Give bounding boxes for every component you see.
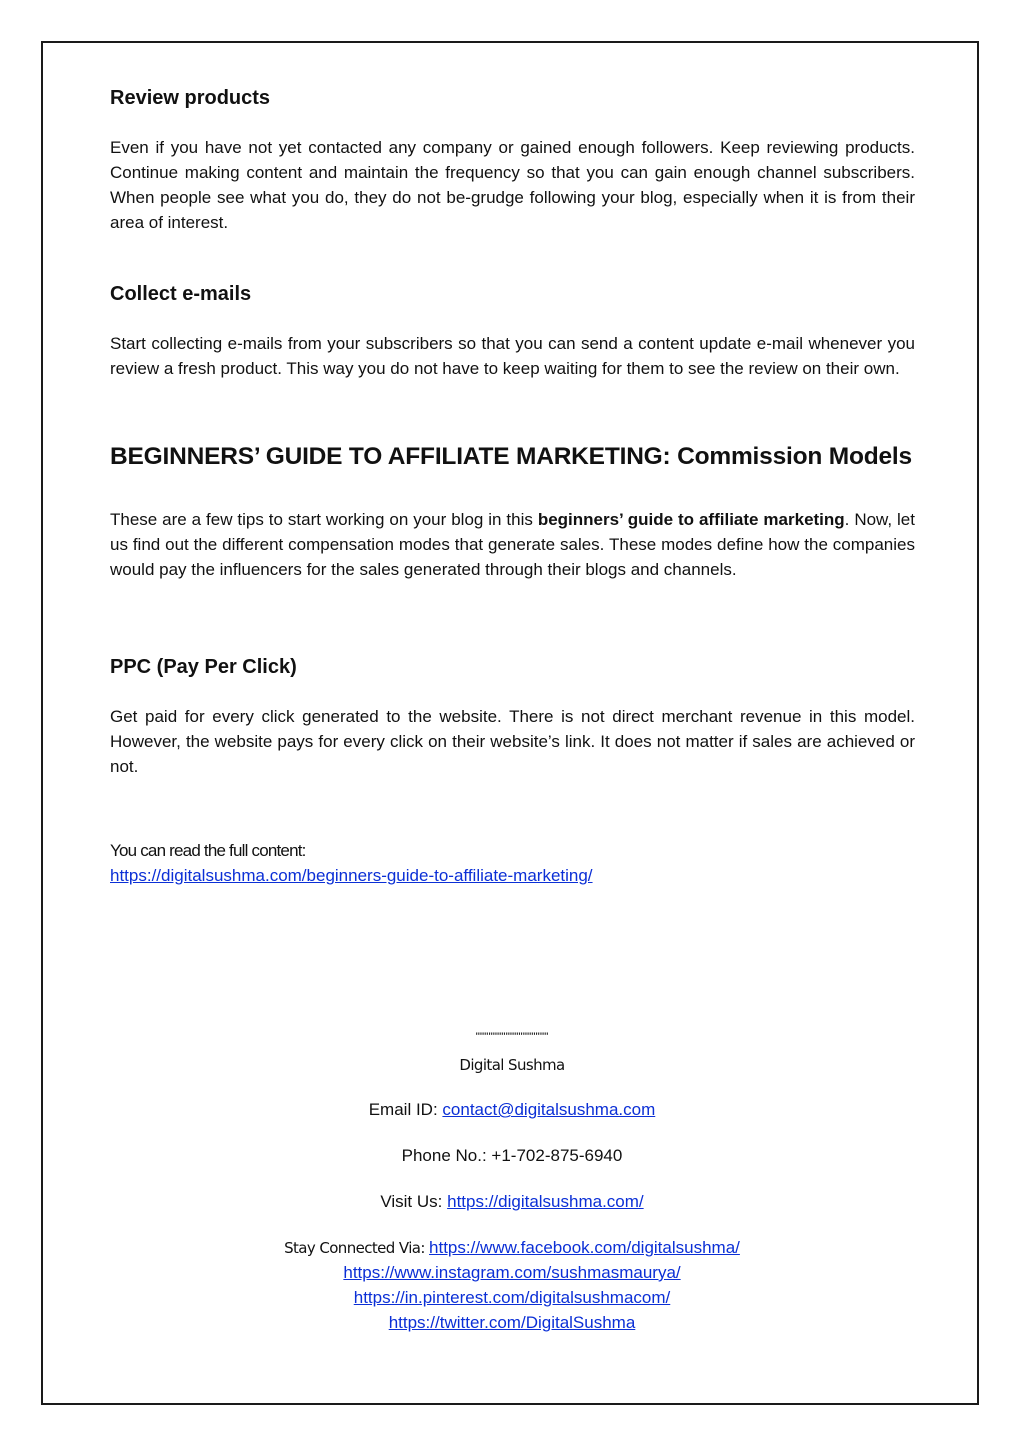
footer-name: Digital Sushma: [459, 1056, 565, 1074]
guide-text-start: These are a few tips to start working on your blog in this: [110, 510, 538, 529]
footer-phone: Phone No.: +1-702-875-6940: [401, 1146, 623, 1165]
ppc-text: Get paid for every click generated to the website. There is not direct merchant revenue in this model. However, the website pays for every click on their website’s link. It does not matter if sales are achieved or not.: [110, 707, 915, 776]
email-label: Email ID:: [368, 1100, 443, 1119]
footer-email-line: [41, 1098, 983, 1122]
footer-twitter-line: [41, 1311, 983, 1335]
email-link[interactable]: contact@digitalsushma.com: [442, 1100, 656, 1119]
ppc-heading: PPC (Pay Per Click): [110, 656, 297, 678]
instagram-link[interactable]: https://www.instagram.com/sushmasmaurya/: [343, 1263, 681, 1282]
read-more-label: You can read the full content:: [110, 841, 306, 860]
visit-label: Visit Us:: [380, 1192, 448, 1211]
footer-instagram-line: [41, 1261, 983, 1285]
visit-link[interactable]: https://digitalsushma.com/: [447, 1192, 644, 1211]
guide-text-end: . Now, let us find out the different compensation modes that generate sales. These modes define how the companies would pay the influencers for the sales generated through their blogs and channels.: [110, 510, 915, 579]
review-products-heading: Review products: [110, 87, 271, 109]
read-more-link[interactable]: https://digitalsushma.com/beginners-guide-to-affiliate-marketing/: [110, 866, 593, 885]
guide-text-bold: beginners’ guide to affiliate marketing: [537, 510, 845, 529]
commission-models-text: [110, 507, 915, 582]
collect-emails-text: Start collecting e-mails from your subscribers so that you can send a content update e-mail whenever you review a fresh product. This way you do not have to keep waiting for them to see the review on their own.: [110, 334, 915, 378]
footer-visit-line: [41, 1190, 983, 1214]
pinterest-link[interactable]: https://in.pinterest.com/digitalsushmacom/: [353, 1288, 671, 1307]
twitter-link[interactable]: https://twitter.com/DigitalSushma: [388, 1313, 636, 1332]
signature-mark: '''''''''''''''''''''''''''''''''': [475, 1031, 549, 1041]
read-more-block: [110, 838, 915, 888]
footer-social-line: [41, 1236, 983, 1260]
commission-models-heading: BEGINNERS’ GUIDE TO AFFILIATE MARKETING: Commission Models: [110, 443, 912, 470]
review-products-text: Even if you have not yet contacted any company or gained enough followers. Keep reviewing products. Continue making content and maintain the frequency so that you can gain enough channel subscribers. When people see what you do, they do not be-grudge following your blog, especially when it is from their area of interest.: [110, 138, 915, 232]
facebook-link[interactable]: https://www.facebook.com/digitalsushma/: [429, 1238, 740, 1257]
stay-connected-label: Stay Connected Via:: [284, 1239, 430, 1257]
collect-emails-heading: Collect e-mails: [110, 283, 252, 305]
footer-pinterest-line: [41, 1286, 983, 1310]
